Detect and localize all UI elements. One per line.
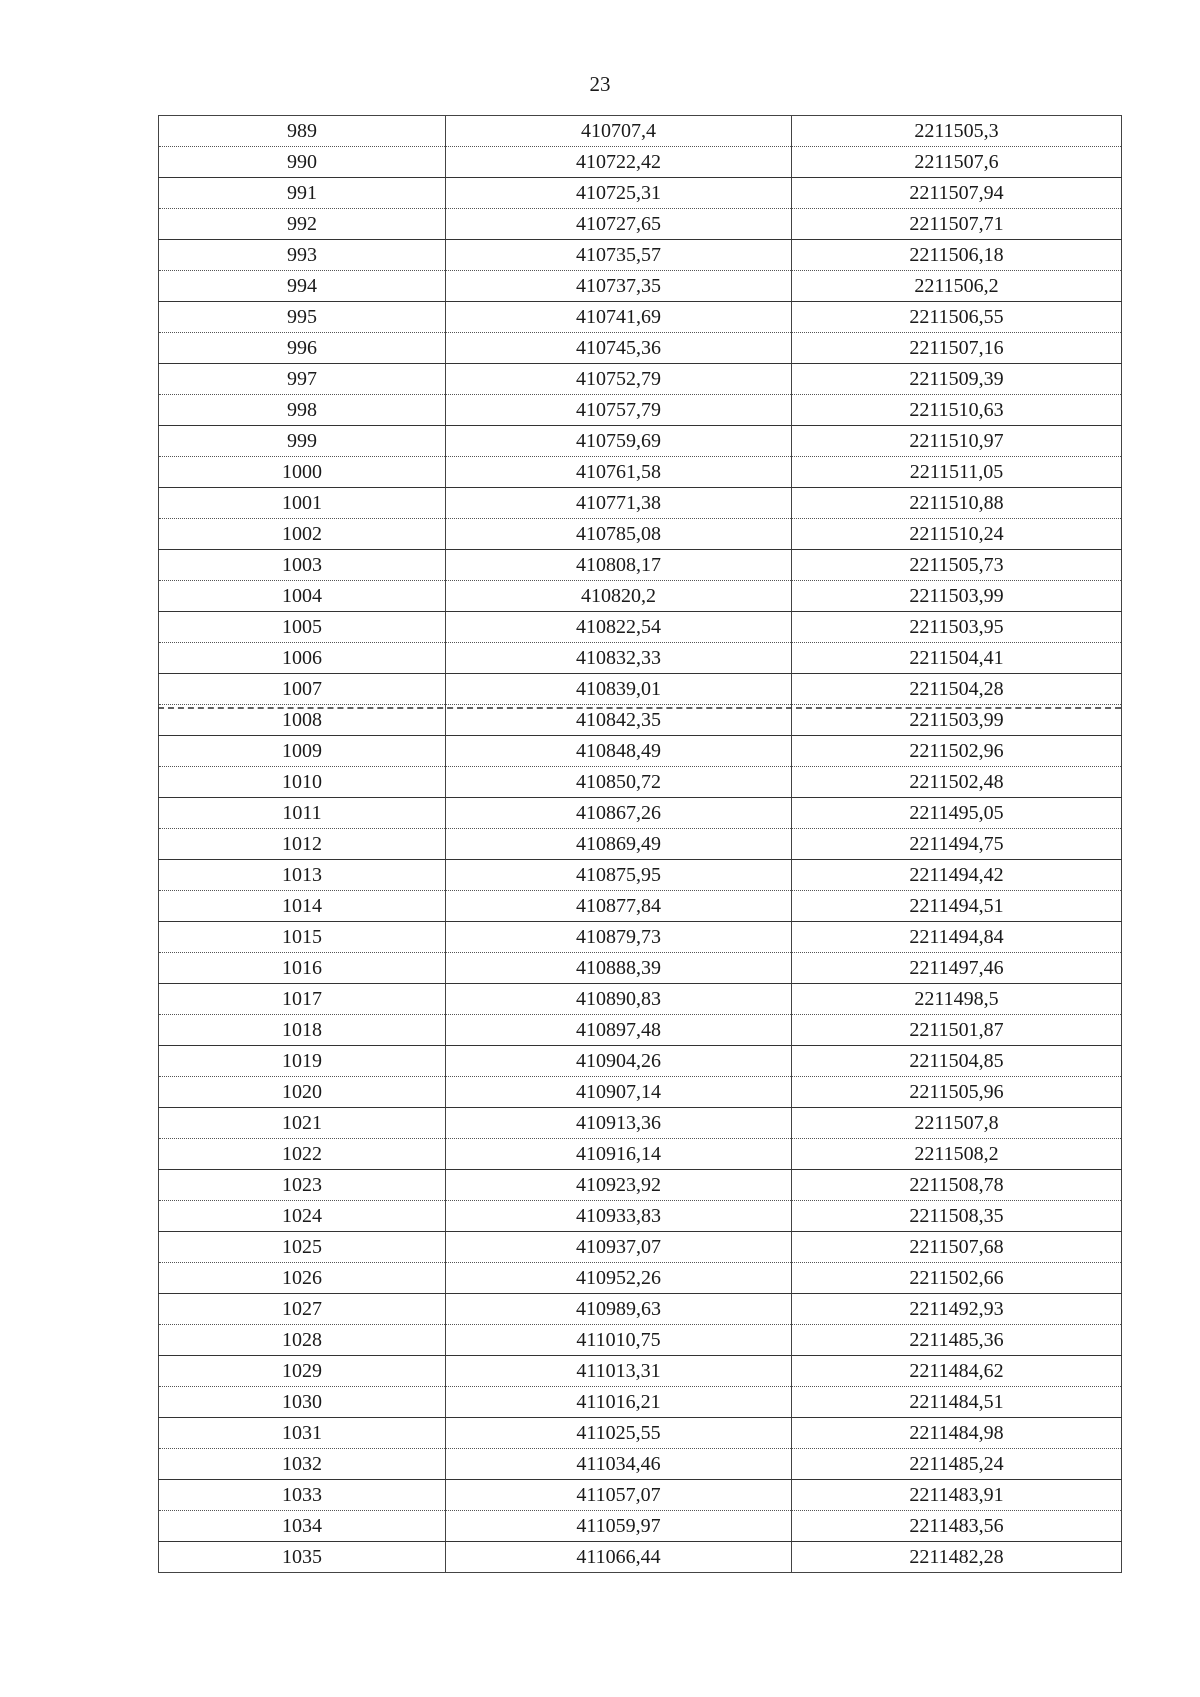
x-coordinate-cell: 410890,83 — [446, 984, 792, 1015]
table-row — [159, 1139, 1122, 1170]
table-row — [159, 1201, 1122, 1232]
x-coordinate-cell: 410842,35 — [446, 705, 792, 736]
y-coordinate-cell: 2211494,84 — [792, 922, 1122, 953]
y-coordinate-cell: 2211505,3 — [792, 116, 1122, 147]
coordinates-table-body — [159, 116, 1122, 1573]
point-number-cell: 1004 — [159, 581, 446, 612]
x-coordinate-cell: 410933,83 — [446, 1201, 792, 1232]
point-number-cell: 989 — [159, 116, 446, 147]
y-coordinate-cell: 2211503,95 — [792, 612, 1122, 643]
y-coordinate-cell: 2211506,18 — [792, 240, 1122, 271]
table-row — [159, 147, 1122, 178]
y-coordinate-cell: 2211508,2 — [792, 1139, 1122, 1170]
point-number-cell: 1021 — [159, 1108, 446, 1139]
table-row — [159, 767, 1122, 798]
table-row — [159, 612, 1122, 643]
y-coordinate-cell: 2211511,05 — [792, 457, 1122, 488]
point-number-cell: 1029 — [159, 1356, 446, 1387]
y-coordinate-cell: 2211506,2 — [792, 271, 1122, 302]
table-row — [159, 395, 1122, 426]
y-coordinate-cell: 2211504,41 — [792, 643, 1122, 674]
table-row — [159, 643, 1122, 674]
table-row — [159, 1449, 1122, 1480]
table-row — [159, 302, 1122, 333]
point-number-cell: 1023 — [159, 1170, 446, 1201]
point-number-cell: 1006 — [159, 643, 446, 674]
point-number-cell: 990 — [159, 147, 446, 178]
x-coordinate-cell: 410761,58 — [446, 457, 792, 488]
y-coordinate-cell: 2211485,36 — [792, 1325, 1122, 1356]
x-coordinate-cell: 410820,2 — [446, 581, 792, 612]
table-row — [159, 457, 1122, 488]
point-number-cell: 1000 — [159, 457, 446, 488]
x-coordinate-cell: 410707,4 — [446, 116, 792, 147]
point-number-cell: 1034 — [159, 1511, 446, 1542]
y-coordinate-cell: 2211509,39 — [792, 364, 1122, 395]
table-row — [159, 1418, 1122, 1449]
y-coordinate-cell: 2211498,5 — [792, 984, 1122, 1015]
table-row — [159, 829, 1122, 860]
point-number-cell: 1012 — [159, 829, 446, 860]
table-row — [159, 1015, 1122, 1046]
x-coordinate-cell: 411013,31 — [446, 1356, 792, 1387]
y-coordinate-cell: 2211503,99 — [792, 581, 1122, 612]
x-coordinate-cell: 411059,97 — [446, 1511, 792, 1542]
x-coordinate-cell: 410877,84 — [446, 891, 792, 922]
table-row — [159, 581, 1122, 612]
y-coordinate-cell: 2211507,6 — [792, 147, 1122, 178]
y-coordinate-cell: 2211482,28 — [792, 1542, 1122, 1573]
table-row — [159, 1263, 1122, 1294]
table-row — [159, 953, 1122, 984]
table-row — [159, 178, 1122, 209]
point-number-cell: 1019 — [159, 1046, 446, 1077]
y-coordinate-cell: 2211507,68 — [792, 1232, 1122, 1263]
point-number-cell: 1030 — [159, 1387, 446, 1418]
table-row — [159, 1480, 1122, 1511]
y-coordinate-cell: 2211494,51 — [792, 891, 1122, 922]
point-number-cell: 995 — [159, 302, 446, 333]
point-number-cell: 1028 — [159, 1325, 446, 1356]
y-coordinate-cell: 2211483,91 — [792, 1480, 1122, 1511]
table-row — [159, 1232, 1122, 1263]
point-number-cell: 1024 — [159, 1201, 446, 1232]
point-number-cell: 991 — [159, 178, 446, 209]
point-number-cell: 992 — [159, 209, 446, 240]
x-coordinate-cell: 410848,49 — [446, 736, 792, 767]
point-number-cell: 1022 — [159, 1139, 446, 1170]
point-number-cell: 994 — [159, 271, 446, 302]
point-number-cell: 996 — [159, 333, 446, 364]
table-row — [159, 1387, 1122, 1418]
point-number-cell: 998 — [159, 395, 446, 426]
point-number-cell: 1025 — [159, 1232, 446, 1263]
x-coordinate-cell: 410771,38 — [446, 488, 792, 519]
y-coordinate-cell: 2211507,16 — [792, 333, 1122, 364]
point-number-cell: 1001 — [159, 488, 446, 519]
point-number-cell: 999 — [159, 426, 446, 457]
table-row — [159, 209, 1122, 240]
table-row — [159, 922, 1122, 953]
table-row — [159, 1356, 1122, 1387]
table-row — [159, 271, 1122, 302]
table-row — [159, 519, 1122, 550]
x-coordinate-cell: 411010,75 — [446, 1325, 792, 1356]
x-coordinate-cell: 410741,69 — [446, 302, 792, 333]
point-number-cell: 1002 — [159, 519, 446, 550]
y-coordinate-cell: 2211504,28 — [792, 674, 1122, 705]
table-row — [159, 116, 1122, 147]
y-coordinate-cell: 2211507,8 — [792, 1108, 1122, 1139]
y-coordinate-cell: 2211507,94 — [792, 178, 1122, 209]
table-row — [159, 240, 1122, 271]
point-number-cell: 1018 — [159, 1015, 446, 1046]
y-coordinate-cell: 2211504,85 — [792, 1046, 1122, 1077]
x-coordinate-cell: 410888,39 — [446, 953, 792, 984]
y-coordinate-cell: 2211508,78 — [792, 1170, 1122, 1201]
x-coordinate-cell: 411066,44 — [446, 1542, 792, 1573]
y-coordinate-cell: 2211508,35 — [792, 1201, 1122, 1232]
point-number-cell: 1033 — [159, 1480, 446, 1511]
table-row — [159, 1542, 1122, 1573]
x-coordinate-cell: 410759,69 — [446, 426, 792, 457]
point-number-cell: 1017 — [159, 984, 446, 1015]
scan-artifact-line — [158, 707, 1121, 709]
page-number: 23 — [589, 72, 611, 96]
y-coordinate-cell: 2211497,46 — [792, 953, 1122, 984]
x-coordinate-cell: 410937,07 — [446, 1232, 792, 1263]
x-coordinate-cell: 410875,95 — [446, 860, 792, 891]
y-coordinate-cell: 2211510,63 — [792, 395, 1122, 426]
x-coordinate-cell: 410752,79 — [446, 364, 792, 395]
y-coordinate-cell: 2211492,93 — [792, 1294, 1122, 1325]
table-row — [159, 1108, 1122, 1139]
point-number-cell: 1014 — [159, 891, 446, 922]
point-number-cell: 1016 — [159, 953, 446, 984]
x-coordinate-cell: 410904,26 — [446, 1046, 792, 1077]
point-number-cell: 1031 — [159, 1418, 446, 1449]
x-coordinate-cell: 410869,49 — [446, 829, 792, 860]
y-coordinate-cell: 2211484,51 — [792, 1387, 1122, 1418]
table-row — [159, 333, 1122, 364]
point-number-cell: 1007 — [159, 674, 446, 705]
x-coordinate-cell: 411034,46 — [446, 1449, 792, 1480]
y-coordinate-cell: 2211484,62 — [792, 1356, 1122, 1387]
table-row — [159, 1511, 1122, 1542]
point-number-cell: 997 — [159, 364, 446, 395]
y-coordinate-cell: 2211502,48 — [792, 767, 1122, 798]
x-coordinate-cell: 410839,01 — [446, 674, 792, 705]
x-coordinate-cell: 410727,65 — [446, 209, 792, 240]
y-coordinate-cell: 2211510,97 — [792, 426, 1122, 457]
y-coordinate-cell: 2211494,42 — [792, 860, 1122, 891]
point-number-cell: 1027 — [159, 1294, 446, 1325]
point-number-cell: 1035 — [159, 1542, 446, 1573]
x-coordinate-cell: 410757,79 — [446, 395, 792, 426]
point-number-cell: 1003 — [159, 550, 446, 581]
x-coordinate-cell: 411057,07 — [446, 1480, 792, 1511]
y-coordinate-cell: 2211484,98 — [792, 1418, 1122, 1449]
point-number-cell: 1009 — [159, 736, 446, 767]
x-coordinate-cell: 411016,21 — [446, 1387, 792, 1418]
x-coordinate-cell: 410808,17 — [446, 550, 792, 581]
x-coordinate-cell: 410735,57 — [446, 240, 792, 271]
y-coordinate-cell: 2211505,96 — [792, 1077, 1122, 1108]
point-number-cell: 1005 — [159, 612, 446, 643]
x-coordinate-cell: 410867,26 — [446, 798, 792, 829]
table-row — [159, 1170, 1122, 1201]
y-coordinate-cell: 2211502,96 — [792, 736, 1122, 767]
table-row — [159, 984, 1122, 1015]
table-row — [159, 550, 1122, 581]
x-coordinate-cell: 410916,14 — [446, 1139, 792, 1170]
table-row — [159, 674, 1122, 705]
table-row — [159, 798, 1122, 829]
y-coordinate-cell: 2211502,66 — [792, 1263, 1122, 1294]
y-coordinate-cell: 2211507,71 — [792, 209, 1122, 240]
point-number-cell: 1010 — [159, 767, 446, 798]
table-row — [159, 1294, 1122, 1325]
x-coordinate-cell: 410952,26 — [446, 1263, 792, 1294]
point-number-cell: 1032 — [159, 1449, 446, 1480]
table-row — [159, 1046, 1122, 1077]
table-row — [159, 705, 1122, 736]
x-coordinate-cell: 410822,54 — [446, 612, 792, 643]
x-coordinate-cell: 410879,73 — [446, 922, 792, 953]
table-row — [159, 1077, 1122, 1108]
x-coordinate-cell: 410923,92 — [446, 1170, 792, 1201]
x-coordinate-cell: 411025,55 — [446, 1418, 792, 1449]
table-row — [159, 860, 1122, 891]
table-row — [159, 736, 1122, 767]
y-coordinate-cell: 2211510,24 — [792, 519, 1122, 550]
y-coordinate-cell: 2211505,73 — [792, 550, 1122, 581]
point-number-cell: 1013 — [159, 860, 446, 891]
point-number-cell: 1026 — [159, 1263, 446, 1294]
x-coordinate-cell: 410907,14 — [446, 1077, 792, 1108]
x-coordinate-cell: 410722,42 — [446, 147, 792, 178]
y-coordinate-cell: 2211485,24 — [792, 1449, 1122, 1480]
y-coordinate-cell: 2211503,99 — [792, 705, 1122, 736]
table-row — [159, 364, 1122, 395]
x-coordinate-cell: 410832,33 — [446, 643, 792, 674]
point-number-cell: 1015 — [159, 922, 446, 953]
x-coordinate-cell: 410737,35 — [446, 271, 792, 302]
point-number-cell: 1020 — [159, 1077, 446, 1108]
table-row — [159, 891, 1122, 922]
x-coordinate-cell: 410850,72 — [446, 767, 792, 798]
x-coordinate-cell: 410897,48 — [446, 1015, 792, 1046]
x-coordinate-cell: 410785,08 — [446, 519, 792, 550]
table-row — [159, 1325, 1122, 1356]
point-number-cell: 1011 — [159, 798, 446, 829]
coordinates-table — [158, 115, 1122, 1573]
table-row — [159, 488, 1122, 519]
y-coordinate-cell: 2211494,75 — [792, 829, 1122, 860]
x-coordinate-cell: 410725,31 — [446, 178, 792, 209]
point-number-cell: 993 — [159, 240, 446, 271]
y-coordinate-cell: 2211506,55 — [792, 302, 1122, 333]
x-coordinate-cell: 410913,36 — [446, 1108, 792, 1139]
x-coordinate-cell: 410989,63 — [446, 1294, 792, 1325]
point-number-cell: 1008 — [159, 705, 446, 736]
y-coordinate-cell: 2211510,88 — [792, 488, 1122, 519]
y-coordinate-cell: 2211501,87 — [792, 1015, 1122, 1046]
y-coordinate-cell: 2211483,56 — [792, 1511, 1122, 1542]
x-coordinate-cell: 410745,36 — [446, 333, 792, 364]
table-row — [159, 426, 1122, 457]
y-coordinate-cell: 2211495,05 — [792, 798, 1122, 829]
